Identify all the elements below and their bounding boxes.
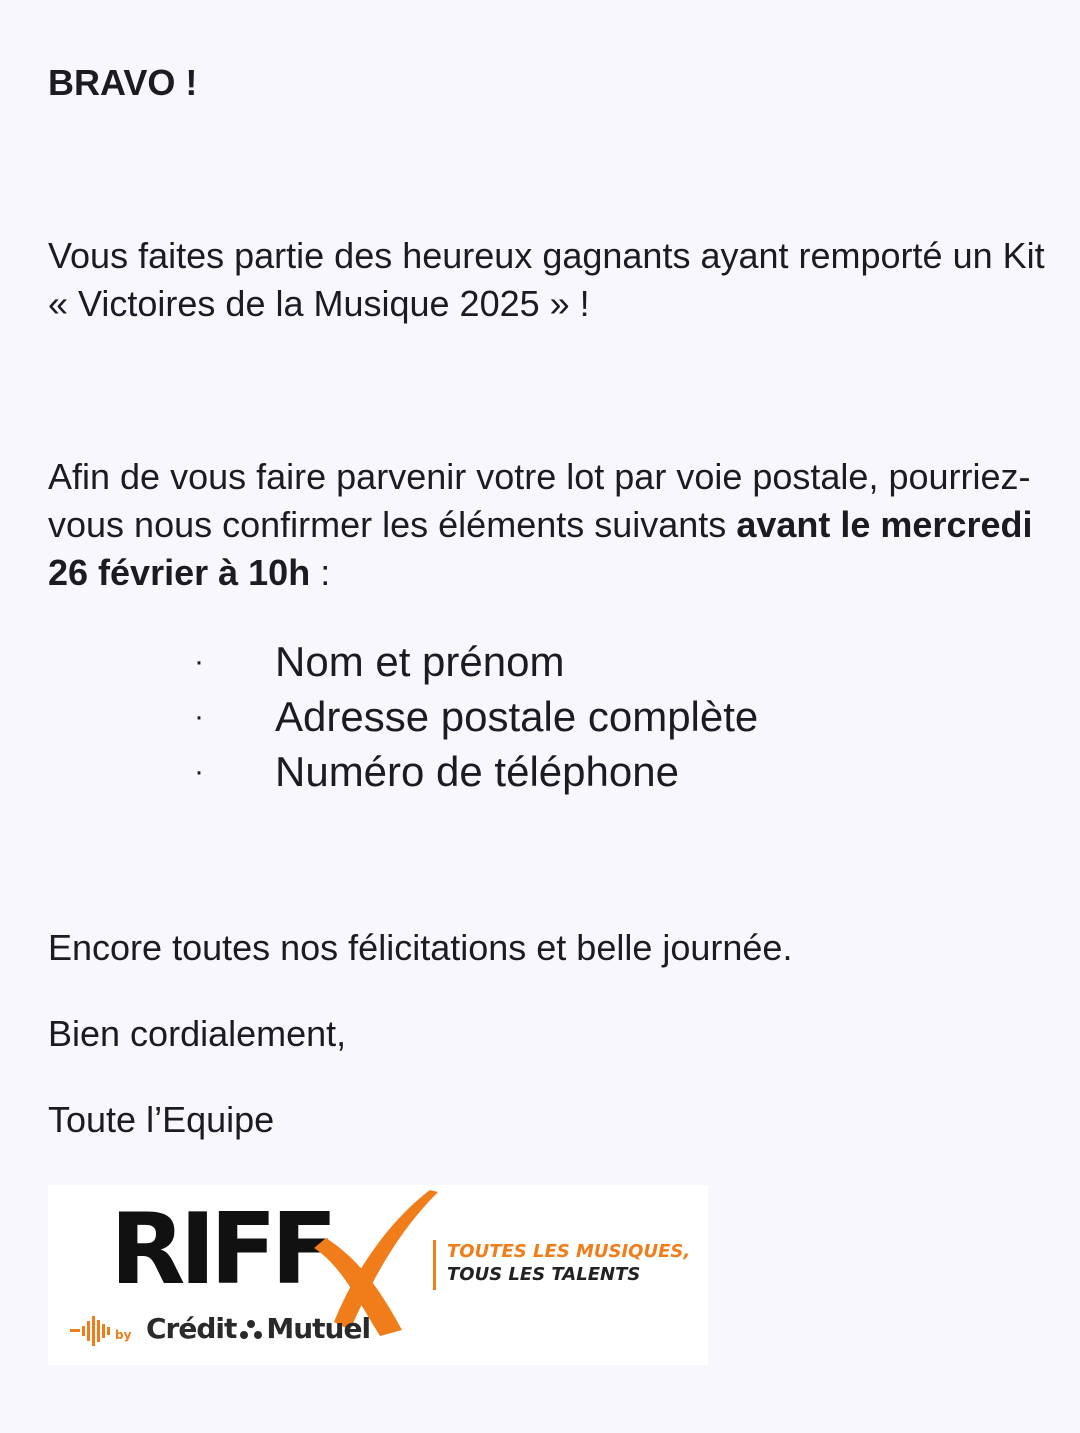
bullet: ·: [194, 755, 204, 788]
congratulations-line: Encore toutes nos félicitations et belle journée.: [48, 927, 793, 968]
riffx-logo: [48, 1185, 708, 1365]
list-item-name: Nom et prénom: [275, 638, 565, 685]
logo-brand-text: RIFF: [110, 1193, 332, 1307]
soundwave-icon: [70, 1313, 140, 1349]
logo-tagline-2: TOUS LES TALENTS: [447, 1264, 641, 1285]
sponsor-name-1: Crédit: [146, 1312, 237, 1345]
request-colon: :: [310, 552, 331, 593]
request-paragraph: [48, 453, 1048, 597]
greeting: BRAVO !: [48, 62, 198, 103]
request-intro: Afin de vous faire parvenir votre lot par voie postale, pourriez-vous nous confirmer les éléments suivants: [48, 456, 1031, 545]
bullet: ·: [194, 700, 204, 733]
credit-mutuel-icon: [238, 1317, 264, 1343]
sign-off: Bien cordialement,: [48, 1013, 347, 1054]
winner-paragraph: Vous faites partie des heureux gagnants ayant remporté un Kit « Victoires de la Musique 2025 » !: [48, 235, 1045, 324]
list-item: [48, 689, 1048, 744]
signature: Toute l’Equipe: [48, 1099, 275, 1140]
list-item: [48, 744, 1048, 799]
sponsor-wordmark: [146, 1309, 370, 1349]
list-item-phone: Numéro de téléphone: [275, 748, 679, 795]
logo-tagline-1: TOUTES LES MUSIQUES,: [447, 1241, 691, 1262]
list-item-address: Adresse postale complète: [275, 693, 759, 740]
logo-separator: [433, 1240, 436, 1290]
required-info-list: [48, 634, 1048, 799]
deadline: avant le mercredi 26 février à 10h: [48, 504, 1033, 593]
sponsor-name-2: Mutuel: [266, 1312, 371, 1345]
list-item: [48, 634, 1048, 689]
bullet: ·: [194, 645, 204, 678]
logo-by-text: by: [115, 1328, 132, 1342]
